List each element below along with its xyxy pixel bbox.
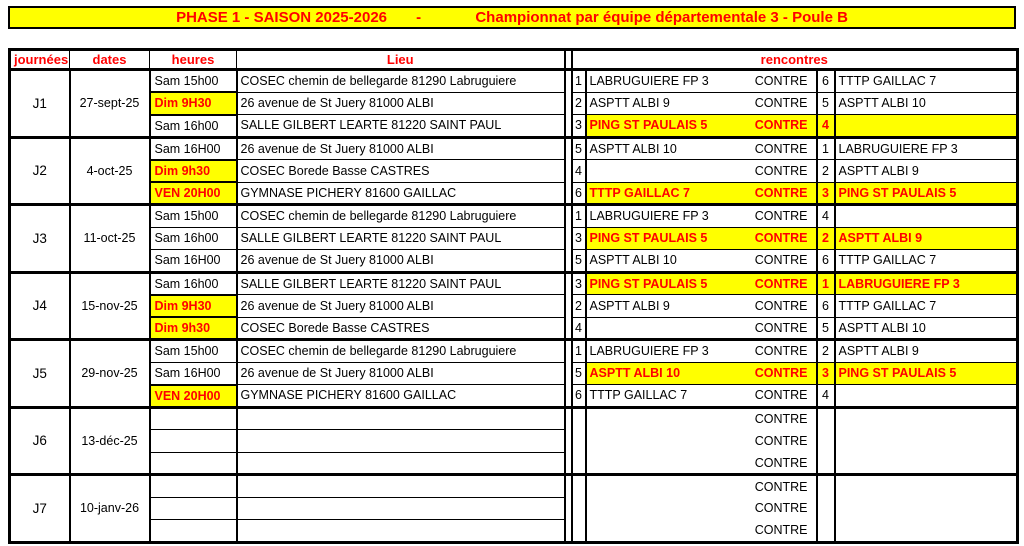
table-row bbox=[10, 227, 1018, 250]
team2-name: ASPTT ALBI 10 bbox=[835, 92, 1018, 115]
heure-cell: Sam 16h00 bbox=[150, 227, 237, 250]
contre-label: CONTRE bbox=[754, 141, 808, 156]
lieu-cell-empty bbox=[237, 407, 565, 430]
heure-cell-highlighted: Dim 9H30 bbox=[150, 92, 237, 115]
team2-number: 4 bbox=[817, 385, 835, 408]
match-cell-highlighted bbox=[586, 115, 817, 138]
spacer-column bbox=[565, 295, 572, 318]
team1-number: 4 bbox=[572, 317, 586, 340]
match-cell-highlighted bbox=[586, 227, 817, 250]
heure-cell-empty bbox=[150, 407, 237, 430]
lieu-cell: SALLE GILBERT LEARTE 81220 SAINT PAUL bbox=[237, 227, 565, 250]
match-cell bbox=[586, 407, 817, 430]
table-row bbox=[10, 475, 1018, 498]
match-cell bbox=[586, 92, 817, 115]
spacer-column bbox=[565, 340, 572, 363]
team1-number: 2 bbox=[572, 295, 586, 318]
contre-label: CONTRE bbox=[754, 231, 808, 246]
spacer-column bbox=[565, 227, 572, 250]
table-row bbox=[10, 362, 1018, 385]
heure-cell: Sam 15h00 bbox=[150, 205, 237, 228]
contre-label: CONTRE bbox=[754, 366, 808, 381]
journee-label: J4 bbox=[10, 272, 70, 340]
spacer-column bbox=[565, 70, 572, 93]
lieu-cell: 26 avenue de St Juery 81000 ALBI bbox=[237, 137, 565, 160]
date-cell: 4-oct-25 bbox=[70, 137, 150, 205]
team2-name: TTTP GAILLAC 7 bbox=[835, 250, 1018, 273]
team2-name bbox=[835, 385, 1018, 408]
heure-cell: Sam 16H00 bbox=[150, 250, 237, 273]
team2-number: 3 bbox=[817, 362, 835, 385]
contre-label: CONTRE bbox=[754, 163, 808, 178]
contre-label: CONTRE bbox=[754, 118, 808, 133]
match-cell bbox=[586, 475, 817, 498]
heure-cell: Sam 15h00 bbox=[150, 70, 237, 93]
match-cell bbox=[586, 160, 817, 183]
contre-label: CONTRE bbox=[754, 96, 808, 111]
spacer-column bbox=[565, 407, 572, 430]
match-cell bbox=[586, 250, 817, 273]
header-lieu: Lieu bbox=[237, 50, 565, 70]
team1-number: 4 bbox=[572, 160, 586, 183]
header-dates: dates bbox=[70, 50, 150, 70]
team1-name: LABRUGUIERE FP 3 bbox=[589, 209, 709, 224]
team1-name: ASPTT ALBI 10 bbox=[589, 253, 677, 268]
journee-label: J7 bbox=[10, 475, 70, 543]
team2-name: PING ST PAULAIS 5 bbox=[835, 182, 1018, 205]
team1-name: PING ST PAULAIS 5 bbox=[589, 118, 708, 133]
team1-number: 1 bbox=[572, 70, 586, 93]
match-cell-highlighted bbox=[586, 362, 817, 385]
contre-label: CONTRE bbox=[754, 320, 808, 335]
date-cell: 11-oct-25 bbox=[70, 205, 150, 273]
match-cell-highlighted bbox=[586, 182, 817, 205]
team1-name: ASPTT ALBI 9 bbox=[589, 298, 670, 313]
lieu-cell-empty bbox=[237, 497, 565, 520]
spacer-column bbox=[565, 520, 572, 543]
date-cell: 27-sept-25 bbox=[70, 70, 150, 138]
match-cell-highlighted bbox=[586, 272, 817, 295]
lieu-cell: COSEC chemin de bellegarde 81290 Labruguiere bbox=[237, 340, 565, 363]
heure-cell: Sam 16h00 bbox=[150, 115, 237, 138]
contre-label: CONTRE bbox=[754, 388, 808, 403]
match-cell bbox=[586, 430, 817, 453]
date-cell: 15-nov-25 bbox=[70, 272, 150, 340]
match-cell bbox=[586, 205, 817, 228]
table-row bbox=[10, 385, 1018, 408]
team2-number: 5 bbox=[817, 92, 835, 115]
match-cell bbox=[586, 520, 817, 543]
team1-number: 3 bbox=[572, 272, 586, 295]
spacer-column bbox=[565, 137, 572, 160]
team1-number: 1 bbox=[572, 205, 586, 228]
heure-cell: Sam 16H00 bbox=[150, 362, 237, 385]
table-row bbox=[10, 250, 1018, 273]
match-cell bbox=[586, 497, 817, 520]
heure-cell-empty bbox=[150, 520, 237, 543]
contre-label: CONTRE bbox=[754, 455, 808, 470]
table-row bbox=[10, 92, 1018, 115]
lieu-cell: 26 avenue de St Juery 81000 ALBI bbox=[237, 295, 565, 318]
table-row bbox=[10, 137, 1018, 160]
team2-name: LABRUGUIERE FP 3 bbox=[835, 272, 1018, 295]
heure-cell-highlighted: Dim 9h30 bbox=[150, 160, 237, 183]
lieu-cell: 26 avenue de St Juery 81000 ALBI bbox=[237, 362, 565, 385]
table-header-row bbox=[10, 50, 1018, 70]
team2-number: 6 bbox=[817, 295, 835, 318]
team2-number: 2 bbox=[817, 340, 835, 363]
team1-number: 5 bbox=[572, 250, 586, 273]
contre-label: CONTRE bbox=[754, 276, 808, 291]
lieu-cell: GYMNASE PICHERY 81600 GAILLAC bbox=[237, 385, 565, 408]
heure-cell: Sam 15h00 bbox=[150, 340, 237, 363]
contre-label: CONTRE bbox=[754, 74, 808, 89]
table-row bbox=[10, 160, 1018, 183]
team2-number: 3 bbox=[817, 182, 835, 205]
lieu-cell: COSEC chemin de bellegarde 81290 Labruguiere bbox=[237, 70, 565, 93]
heure-cell-empty bbox=[150, 452, 237, 475]
team2-name bbox=[835, 115, 1018, 138]
spacer-column bbox=[565, 475, 572, 498]
spacer-column bbox=[565, 362, 572, 385]
match-cell bbox=[586, 295, 817, 318]
lieu-cell: COSEC Borede Basse CASTRES bbox=[237, 160, 565, 183]
match-cell bbox=[586, 70, 817, 93]
lieu-cell-empty bbox=[237, 430, 565, 453]
team2-name bbox=[835, 205, 1018, 228]
spacer-column bbox=[565, 92, 572, 115]
lieu-cell: 26 avenue de St Juery 81000 ALBI bbox=[237, 250, 565, 273]
team2-name-empty bbox=[835, 475, 1018, 543]
team2-name: TTTP GAILLAC 7 bbox=[835, 295, 1018, 318]
team2-number: 2 bbox=[817, 227, 835, 250]
heure-cell-empty bbox=[150, 497, 237, 520]
table-row bbox=[10, 295, 1018, 318]
heure-cell: Sam 16H00 bbox=[150, 137, 237, 160]
spacer-column bbox=[565, 317, 572, 340]
heure-cell-highlighted: Dim 9H30 bbox=[150, 295, 237, 318]
lieu-cell: GYMNASE PICHERY 81600 GAILLAC bbox=[237, 182, 565, 205]
header-journees: journées bbox=[10, 50, 70, 70]
lieu-cell: SALLE GILBERT LEARTE 81220 SAINT PAUL bbox=[237, 115, 565, 138]
lieu-cell-empty bbox=[237, 520, 565, 543]
team2-number: 4 bbox=[817, 205, 835, 228]
match-cell bbox=[586, 340, 817, 363]
team2-number: 6 bbox=[817, 70, 835, 93]
team1-name: TTTP GAILLAC 7 bbox=[589, 185, 690, 200]
journee-label: J5 bbox=[10, 340, 70, 408]
team1-number: 5 bbox=[572, 362, 586, 385]
team1-name: ASPTT ALBI 10 bbox=[589, 141, 677, 156]
team2-name: ASPTT ALBI 9 bbox=[835, 227, 1018, 250]
heure-cell-highlighted: VEN 20H00 bbox=[150, 385, 237, 408]
team1-number: 3 bbox=[572, 115, 586, 138]
team1-name: ASPTT ALBI 9 bbox=[589, 96, 670, 111]
team1-number: 6 bbox=[572, 182, 586, 205]
spacer-column bbox=[565, 160, 572, 183]
team1-name: LABRUGUIERE FP 3 bbox=[589, 74, 709, 89]
match-cell bbox=[586, 385, 817, 408]
journee-label: J6 bbox=[10, 407, 70, 475]
contre-label: CONTRE bbox=[754, 298, 808, 313]
contre-label: CONTRE bbox=[754, 185, 808, 200]
team2-name-empty bbox=[835, 407, 1018, 475]
lieu-cell: SALLE GILBERT LEARTE 81220 SAINT PAUL bbox=[237, 272, 565, 295]
title-banner bbox=[8, 6, 1016, 29]
date-cell: 10-janv-26 bbox=[70, 475, 150, 543]
date-cell: 29-nov-25 bbox=[70, 340, 150, 408]
lieu-cell-empty bbox=[237, 452, 565, 475]
lieu-cell-empty bbox=[237, 475, 565, 498]
lieu-cell: 26 avenue de St Juery 81000 ALBI bbox=[237, 92, 565, 115]
team1-number: 6 bbox=[572, 385, 586, 408]
contre-label: CONTRE bbox=[754, 209, 808, 224]
header-rencontres: rencontres bbox=[572, 50, 1018, 70]
team2-name: PING ST PAULAIS 5 bbox=[835, 362, 1018, 385]
team2-name: TTTP GAILLAC 7 bbox=[835, 70, 1018, 93]
contre-label: CONTRE bbox=[754, 344, 808, 359]
team1-number-empty bbox=[572, 407, 586, 475]
contre-label: CONTRE bbox=[754, 501, 808, 516]
spacer-column bbox=[565, 250, 572, 273]
spacer-column bbox=[565, 50, 572, 70]
table-row bbox=[10, 70, 1018, 93]
team1-name: ASPTT ALBI 10 bbox=[589, 366, 681, 381]
team2-number: 4 bbox=[817, 115, 835, 138]
team2-number: 1 bbox=[817, 272, 835, 295]
match-cell bbox=[586, 317, 817, 340]
spacer-column bbox=[565, 430, 572, 453]
team2-name: LABRUGUIERE FP 3 bbox=[835, 137, 1018, 160]
schedule-table bbox=[8, 48, 1019, 544]
team1-name: PING ST PAULAIS 5 bbox=[589, 276, 708, 291]
heure-cell-empty bbox=[150, 475, 237, 498]
table-row bbox=[10, 272, 1018, 295]
contre-label: CONTRE bbox=[754, 523, 808, 537]
team1-number: 3 bbox=[572, 227, 586, 250]
spacer-column bbox=[565, 497, 572, 520]
spacer-column bbox=[565, 205, 572, 228]
team2-number: 5 bbox=[817, 317, 835, 340]
team1-name: PING ST PAULAIS 5 bbox=[589, 231, 708, 246]
table-row bbox=[10, 407, 1018, 430]
team2-number-empty bbox=[817, 407, 835, 475]
lieu-cell: COSEC chemin de bellegarde 81290 Labruguiere bbox=[237, 205, 565, 228]
heure-cell-highlighted: Dim 9h30 bbox=[150, 317, 237, 340]
journee-label: J3 bbox=[10, 205, 70, 273]
table-row bbox=[10, 182, 1018, 205]
table-row bbox=[10, 115, 1018, 138]
heure-cell-empty bbox=[150, 430, 237, 453]
match-cell bbox=[586, 452, 817, 475]
contre-label: CONTRE bbox=[754, 433, 808, 448]
team1-name: LABRUGUIERE FP 3 bbox=[589, 344, 709, 359]
table-row bbox=[10, 205, 1018, 228]
spacer-column bbox=[565, 272, 572, 295]
team2-number: 2 bbox=[817, 160, 835, 183]
spacer-column bbox=[565, 115, 572, 138]
match-cell bbox=[586, 137, 817, 160]
team2-name: ASPTT ALBI 9 bbox=[835, 340, 1018, 363]
team2-name: ASPTT ALBI 10 bbox=[835, 317, 1018, 340]
contre-label: CONTRE bbox=[754, 412, 808, 426]
date-cell: 13-déc-25 bbox=[70, 407, 150, 475]
spacer-column bbox=[565, 452, 572, 475]
spacer-column bbox=[565, 385, 572, 408]
journee-label: J1 bbox=[10, 70, 70, 138]
table-row bbox=[10, 317, 1018, 340]
team1-number: 1 bbox=[572, 340, 586, 363]
contre-label: CONTRE bbox=[754, 253, 808, 268]
table-row bbox=[10, 340, 1018, 363]
heure-cell-highlighted: VEN 20H00 bbox=[150, 182, 237, 205]
team2-number: 1 bbox=[817, 137, 835, 160]
journee-label: J2 bbox=[10, 137, 70, 205]
team1-number-empty bbox=[572, 475, 586, 543]
team1-number: 2 bbox=[572, 92, 586, 115]
lieu-cell: COSEC Borede Basse CASTRES bbox=[237, 317, 565, 340]
spacer-column bbox=[565, 182, 572, 205]
contre-label: CONTRE bbox=[754, 479, 808, 494]
team2-name: ASPTT ALBI 9 bbox=[835, 160, 1018, 183]
team1-number: 5 bbox=[572, 137, 586, 160]
heure-cell: Sam 16h00 bbox=[150, 272, 237, 295]
team2-number-empty bbox=[817, 475, 835, 543]
page-title: PHASE 1 - SAISON 2025-2026 - Championnat par équipe départementale 3 - Poule B bbox=[176, 9, 848, 26]
team1-name: TTTP GAILLAC 7 bbox=[589, 388, 688, 403]
team2-number: 6 bbox=[817, 250, 835, 273]
header-heures: heures bbox=[150, 50, 237, 70]
